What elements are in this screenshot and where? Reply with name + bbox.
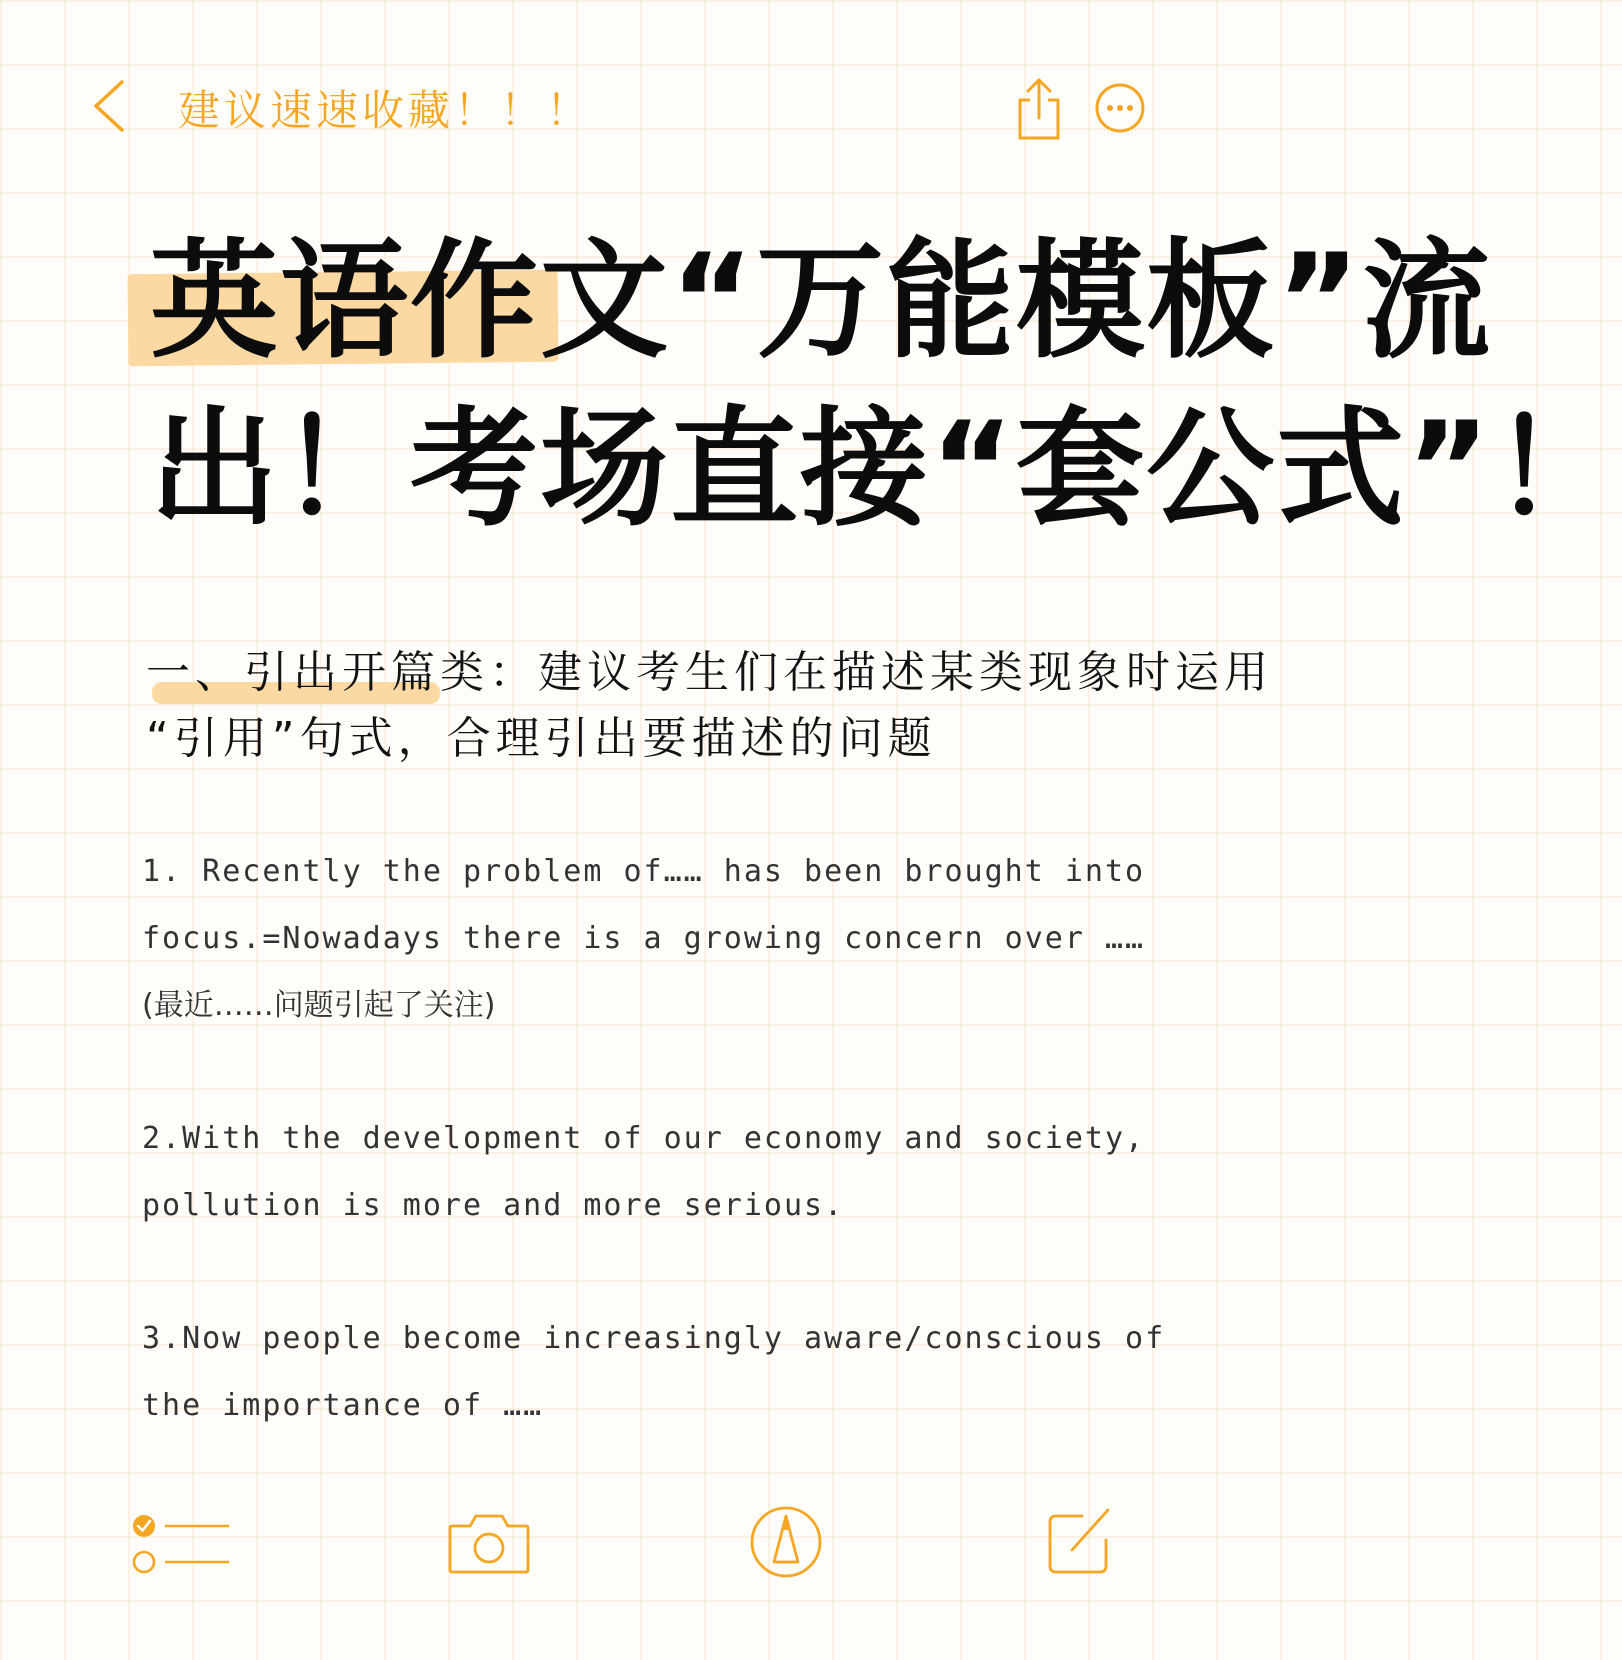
camera-icon	[446, 1508, 532, 1578]
checklist-icon	[130, 1510, 230, 1576]
more-icon	[1094, 82, 1146, 134]
section-heading	[146, 640, 1273, 772]
compose-button[interactable]	[1046, 1504, 1114, 1576]
list-item	[142, 838, 1182, 1039]
list-item	[142, 1105, 1182, 1239]
note-body[interactable]	[142, 838, 1182, 1439]
item-1-line-2: focus.=Nowadays there is a growing concern over ……	[142, 921, 1146, 956]
more-button[interactable]	[1094, 82, 1146, 134]
section-heading-line-1: 一、引出开篇类：建议考生们在描述某类现象时运用	[146, 640, 1146, 706]
note-title	[150, 218, 1622, 554]
checklist-button[interactable]	[130, 1510, 230, 1576]
markup-button[interactable]	[748, 1504, 824, 1580]
item-3-line-1: 3.Now people become increasingly aware/conscious of	[142, 1321, 1166, 1356]
note-title-line-1: 英语作文“万能模板”流	[150, 218, 1160, 386]
list-item	[142, 1305, 1182, 1439]
header-title: 建议速速收藏！！！	[178, 86, 593, 135]
item-3-line-2: the importance of ……	[142, 1388, 544, 1423]
bottom-toolbar	[0, 1500, 1242, 1620]
share-icon	[1014, 76, 1064, 142]
camera-button[interactable]	[446, 1508, 532, 1578]
markup-pen-icon	[748, 1504, 824, 1580]
note-title-line-2: 出！考场直接“套公式”！	[150, 395, 1622, 544]
item-1-translation: (最近……问题引起了关注)	[142, 988, 496, 1023]
chevron-left-icon	[88, 76, 140, 136]
item-1-line-1: 1. Recently the problem of…… has been brought into	[142, 854, 1146, 889]
back-button[interactable]	[88, 76, 140, 136]
share-button[interactable]	[1014, 76, 1064, 142]
item-2-line-2: pollution is more and more serious.	[142, 1188, 845, 1223]
compose-icon	[1046, 1504, 1114, 1576]
header-bar	[0, 0, 1242, 200]
section-heading-line-2: “引用”句式，合理引出要描述的问题	[146, 713, 937, 764]
item-2-line-1: 2.With the development of our economy and society,	[142, 1121, 1146, 1156]
